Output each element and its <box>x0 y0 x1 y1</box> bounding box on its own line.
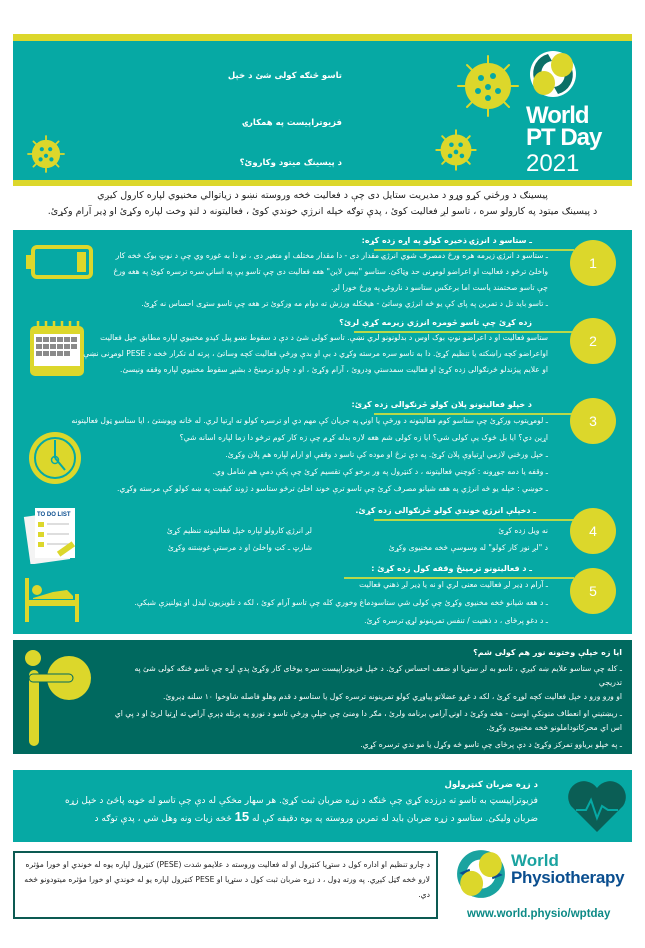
world-physiotherapy-logo <box>455 848 635 938</box>
heart-rate-icon <box>566 778 628 834</box>
section-5 <box>13 562 632 634</box>
section-1-body: ـ ستاسو د انرژۍ زیرمه هره ورځ دمصرف شوي انرژۍ مقدار دی - دا مقدار مختلف او متغیر دی ، نو دا به غوره وي چې د نوټ بوک څخه کار واخلئ ترڅو د فعالیت او اعراضو لومړنی حد وټاکئ. ستاسو "بیس لاین" هغه فعالیت دی چې تاسو یې په اسانۍ سره ترسره کوئ په هغه ورځ چې تاسو صحتمند یاست اما برعکس ستاسو د ناروغۍ په ورځ خورا لږ. ـ تاسو باید تل د تمرین په پای کې یو څه انرژي وساتئ - هیڅکله ورزش ته دوام مه ورکوئ تر هغه چې تاسو ستړی احساس نه کړئ. <box>113 251 548 308</box>
section-5-body: ـ آرام د ډیر لږ فعالیت معنی لري او نه یا ډیر لږ ذهني فعالیت ـ د هغه شیانو څخه مخنیوی وکړئ چې کولی شي ستاسودماغ وخوري کله چې تاسو آرام کوئ ، لکه د تلویزیون لیدل او ټولنیزې شبکې. ـ د دغو پرځای ، د ذهنیت / تنفس تمرینونو لړۍ ترسره کړئ. <box>134 580 548 625</box>
section-4 <box>13 504 632 562</box>
divider-bar <box>13 180 632 186</box>
section-3-body: ـ لومړیتوب ورکړئ چې ستاسو کوم فعالیتونه د ورځې یا اونۍ په جریان کې مهم دي او ترسره کولو ته اړتیا لري. له ځانه وپوښتئ ، ایا ستاسو ټول فعالیتونه اړین دي؟ ایا بل څوک یې کولی شي؟ ایا زه کولی شم هغه لاره بدله کړم چې زه کار کوم ترڅو دا زما لپاره اسانه شي؟ ـ خپل ورځني لازمي اړتیاوې پلان کړئ. په دې ترځ او موده کې تاسو د وقفې او ارام لپاره هم پلان وکړئ. ـ وقفه یا دمه جوړونه : کوچني فعالیتونه ، د کنټرول په ور برخو کې تقسیم کړئ چې پکې دمې هم شامل وي. ـ خوښي : خپله یو څه انرژي په هغه شیانو مصرف کړئ چې تاسو ترې خوند اخلئ ترڅو ستاسو د ژوند کیفیت په ښه کولو کې مرسته وکړي. <box>71 416 548 493</box>
exercise-body: ـ کله چې ستاسو علایم ښه کیږي ، تاسو به لږ ستړیا او ضعف احساس کړئ. د خپل فزیوتراپیست سره یوځای کار وکړئ پدې اړه چې تاسو څنګه کولی شئ په تدریجي او ورو ورو د خپل فعالیت کچه لوړه کړئ ، لکه د غړو عضلاتو پیاوړي کولو تمرینونه ترسره کول یا ستاسو د قدم وهلو فاصله شاوخوا ۱۰ سلنه ډېروئ. ـ ریښتیني او انعطاف منونکې اوسئ - هڅه وکړئ د اونۍ آرامي برنامه ولرئ ، مګر دا ومنئ چې خپلې ورځې تاسو د نورو په پرتله ډېرې آرامۍ ته اړتیا لرئ او د پي اي اس اي محرکاتوداملونو څخه مخنیوی وکړئ. ـ په خپلو بریاوو تمرکز وکړئ د دې پرځای چې تاسو څه وکړل یا مو ندي ترسره کړي. <box>114 664 622 749</box>
todo-list-icon <box>23 504 83 564</box>
virus-icon <box>25 133 67 175</box>
person-ball-exercise-icon <box>23 648 93 746</box>
section-4-number: 4 <box>570 508 616 554</box>
heart-rate-title: د زړه ضربان کنټرولول <box>444 780 538 790</box>
heart-rate-threshold: 15 <box>234 809 250 824</box>
section-4-col-right: نه ویل زده کړئ د "لږ نور کار کولو" له وسوسې څخه مخنیوی وکړئ <box>388 526 548 552</box>
section-2-title: زده کړئ چې تاسو څومره انرژي زیرمه کړې لرئ؟ <box>339 318 532 327</box>
section-2-number: 2 <box>570 318 616 364</box>
logo-year: 2021 <box>526 150 580 177</box>
section-3-title: د خپلو فعالیتونو پلان کولو څرنګوالی زده کړئ: <box>351 400 532 409</box>
intro-text: پیسینګ د ورځني کړو وړو د مدیریت ستایل دی چې د فعالیت څخه وروسته نښو د زیاتوالي مخنیوي لپاره کارول کیږي د پیسینګ میتود په کارولو سره ، تاسو لږ فعالیت کوئ ، پدې توګه خپله انرژي خوندي کوئ ، فعالیتونه د لنډ وخت لپاره وکړئ او ډیر آرام وکړئ. <box>47 190 598 217</box>
section-4-rule <box>374 519 574 521</box>
exercise-panel <box>13 640 632 754</box>
logo-text: World PT Day <box>526 102 602 151</box>
header-line-2: فزیوتراپیست په همکارۍ <box>243 118 342 128</box>
section-1 <box>13 230 632 312</box>
brand-line-1: World <box>511 851 559 870</box>
section-3-number: 3 <box>570 398 616 444</box>
virus-icon <box>453 51 523 121</box>
section-1-title: ـ ستاسو د انرژۍ ذخیره کولو په اړه زده کړه: <box>361 236 532 245</box>
tips-panel <box>13 230 632 634</box>
heart-rate-body: فزیوتراپیسټ به تاسو ته درزده کړي چې څنګه د زړه ضربان ثبت کړئ. هر سهار مخکې له دې چې تاسو له خوبه پاڅئ د خپل زړه ضربان ولیکئ. ستاسو د زړه ضربان باید له تمرین وروسته په یوه دقیقه کې له 15 څخه زیات ونه وهل شي ، پدې توګه د <box>65 796 538 824</box>
pt-day-logo-icon <box>528 49 578 99</box>
section-3 <box>13 396 632 502</box>
section-5-number: 5 <box>570 568 616 614</box>
world-pt-day-logo <box>526 49 626 179</box>
header-line-1: تاسو څنګه کولی شئ د خپل <box>227 71 342 81</box>
heart-rate-panel <box>13 770 632 842</box>
header-line-3: د پیسینګ میتود وکاروئ؟ <box>239 158 342 168</box>
section-2-body: ستاسو فعالیت او د اعراضو نوټ بوک اوس د بدلونونو لري نښې. تاسو کولی شئ د دې د سقوط نښو پیل کیدو مخنیوي لپاره مطابق خپل فعالیت اواعراضو کچه راښکته یا تنظیم کړئ. دا به تاسو سره مرسته وکړي د بې او بدې ورځې فعالیت کچه وساتئ ، پرته له تکرار څخه د PESE لومړنی نښې او علایم پیژندلو څرنګوالی زده کړئ او فعالیت سمدستي ودروئ ، آرام وکړئ ، او د چارو ترمینځ د بشپړ سقوط مخنیوي لپاره وقفه ونیسئ. <box>83 333 548 374</box>
brand-line-2: Physiotherapy <box>511 868 625 887</box>
section-2 <box>13 312 632 396</box>
section-5-title: ـ د فعالیتونو ترمینځ وقفه کول زده کړئ : <box>371 564 532 573</box>
section-4-title: ـ دخپلې انرژۍ خوندي کولو څرنګوالی زده کړئ. <box>355 506 536 515</box>
virus-icon <box>433 127 479 173</box>
section-4-col-left: لږ انرژۍ کارولو لپاره خپل فعالیتونه تنظیم کړئ شارټ ـ کټ واخلئ او د مرستې غوښتنه وکړئ <box>166 526 312 552</box>
pese-note: د چارو تنظیم او اداره کول د ستړیا کنټرول او له فعالیت وروسته د علایمو شدت (PESE) کنټرول لپاره یوه له خوندي او خورا مؤثره لارو څخه ګڼل کیږي. په ورته ډول ، د زړه ضربان ثبت کول د ستړیا او PESE کنټرول لپاره یو له خوندي او خورا مؤثره میتودونو څخه دي. <box>13 851 438 919</box>
header-banner <box>13 34 632 180</box>
section-1-number: 1 <box>570 240 616 286</box>
exercise-title: ایا زه خپلې وختونه نور هم کولی شم؟ <box>473 648 622 657</box>
website-link[interactable]: www.world.physio/wptday <box>467 908 611 920</box>
svg-text:TO DO LIST: TO DO LIST <box>37 512 71 518</box>
world-physiotherapy-logo-icon <box>455 848 507 900</box>
